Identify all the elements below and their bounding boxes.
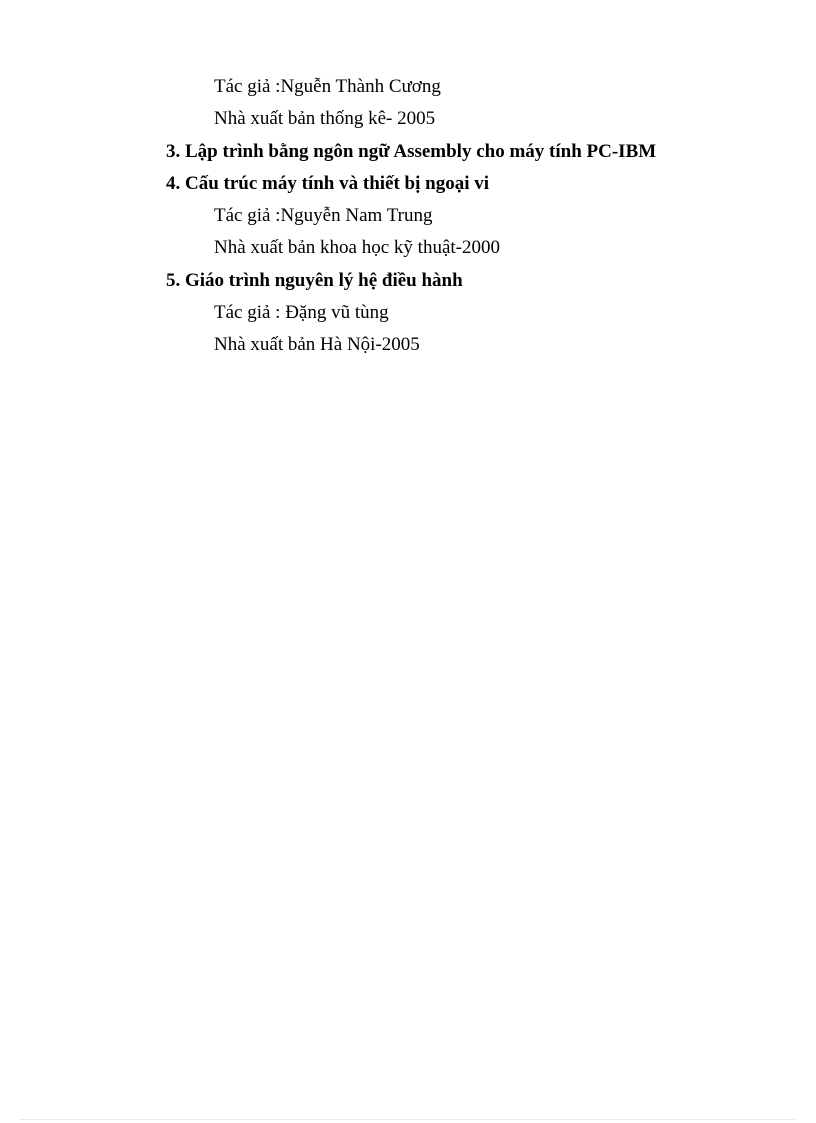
ref4-author: Tác giả :Nguyễn Nam Trung xyxy=(214,205,433,226)
ref5-publisher: Nhà xuất bản Hà Nội-2005 xyxy=(214,334,420,355)
ref2-author: Tác giả :Nguễn Thành Cương xyxy=(214,76,441,97)
ref4-title: 4. Cấu trúc máy tính và thiết bị ngoại vi xyxy=(166,173,490,194)
page-bottom-divider xyxy=(20,1119,796,1120)
ref2-publisher: Nhà xuất bản thống kê- 2005 xyxy=(214,108,436,129)
ref5-author: Tác giả : Đặng vũ tùng xyxy=(214,302,389,323)
ref4-publisher: Nhà xuất bản khoa học kỹ thuật-2000 xyxy=(214,237,500,258)
ref5-title: 5. Giáo trình nguyên lý hệ điều hành xyxy=(166,270,463,291)
ref3-title: 3. Lập trình bằng ngôn ngữ Assembly cho máy tính PC-IBM xyxy=(166,141,657,162)
